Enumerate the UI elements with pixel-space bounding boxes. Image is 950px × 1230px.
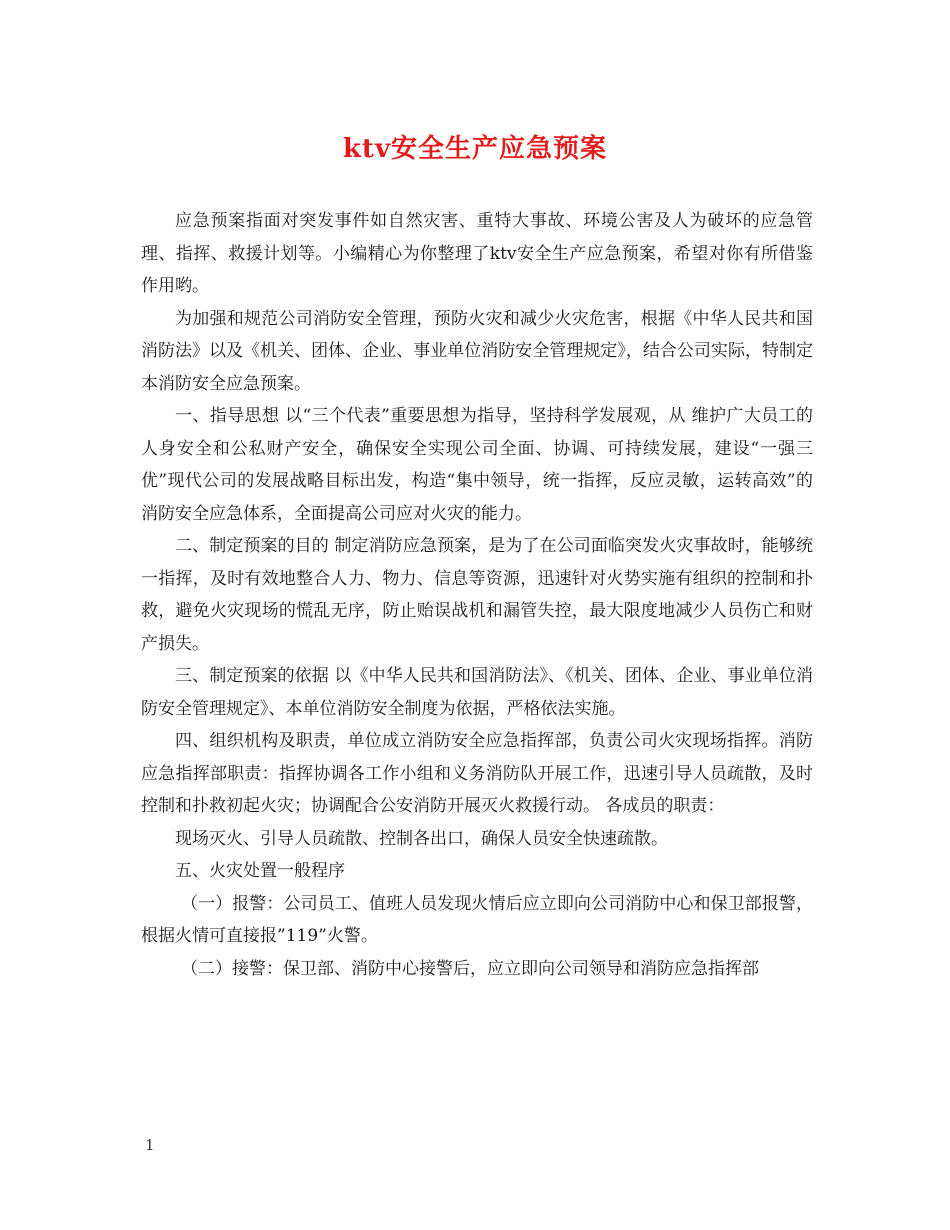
document-body bbox=[141, 205, 813, 985]
paragraph-guiding-ideology: 一、指导思想 以“三个代表”重要思想为指导，坚持科学发展观，从 维护广大员工的人身安全和公私财产安全，确保安全实现公司全面、协调、可持续发展，建设“一强三优”现代公司的发展战略目标出发，构造“集中领导，统一指挥，反应灵敏，运转高效”的消防安全应急体系，全面提高公司应对火灾的能力。 bbox=[141, 406, 813, 524]
paragraph-plan-basis: 三、制定预案的依据 以《中华人民共和国消防法》、《机关、团体、企业、事业单位消防安全管理规定》、本单位消防安全制度为依据，严格依法实施。 bbox=[141, 666, 813, 719]
paragraph-organization: 四、组织机构及职责，单位成立消防安全应急指挥部，负责公司火灾现场指挥。消防应急指挥部职责：指挥协调各工作小组和义务消防队开展工作，迅速引导人员疏散，及时控制和扑救初起火灾；协调配合公安消防开展灭火救援行动。 各成员的职责： bbox=[141, 731, 813, 816]
paragraph-receive-alarm: （二）接警：保卫部、消防中心接警后，应立即向公司领导和消防应急指挥部 bbox=[181, 958, 759, 979]
paragraph-member-duties: 现场灭火、引导人员疏散、控制各出口，确保人员安全快速疏散。 bbox=[175, 828, 668, 849]
paragraph-intro: 应急预案指面对突发事件如自然灾害、重特大事故、环境公害及人为破坏的应急管理、指挥、救援计划等。小编精心为你整理了ktv安全生产应急预案，希望对你有所借鉴作用哟。 bbox=[141, 211, 813, 296]
paragraph-alarm: （一）报警：公司员工、值班人员发现火情后应立即向公司消防中心和保卫部报警，根据火情可直接报”119”火警。 bbox=[141, 893, 813, 946]
page-number: 1 bbox=[145, 1136, 155, 1154]
document-title: ktv安全生产应急预案 bbox=[342, 134, 608, 164]
paragraph-procedure-heading: 五、火灾处置一般程序 bbox=[175, 861, 345, 881]
paragraph-purpose: 为加强和规范公司消防安全管理，预防火灾和减少火灾危害，根据《中华人民共和国消防法》以及《机关、团体、企业、事业单位消防安全管理规定》，结合公司实际，特制定本消防安全应急预案。 bbox=[141, 308, 813, 394]
paragraph-plan-objective: 二、制定预案的目的 制定消防应急预案，是为了在公司面临突发火灾事故时，能够统一指挥，及时有效地整合人力、物力、信息等资源，迅速针对火势实施有组织的控制和扑救，避免火灾现场的慌乱无序，防止贻误战机和漏管失控，最大限度地减少人员伤亡和财产损失。 bbox=[141, 536, 813, 654]
